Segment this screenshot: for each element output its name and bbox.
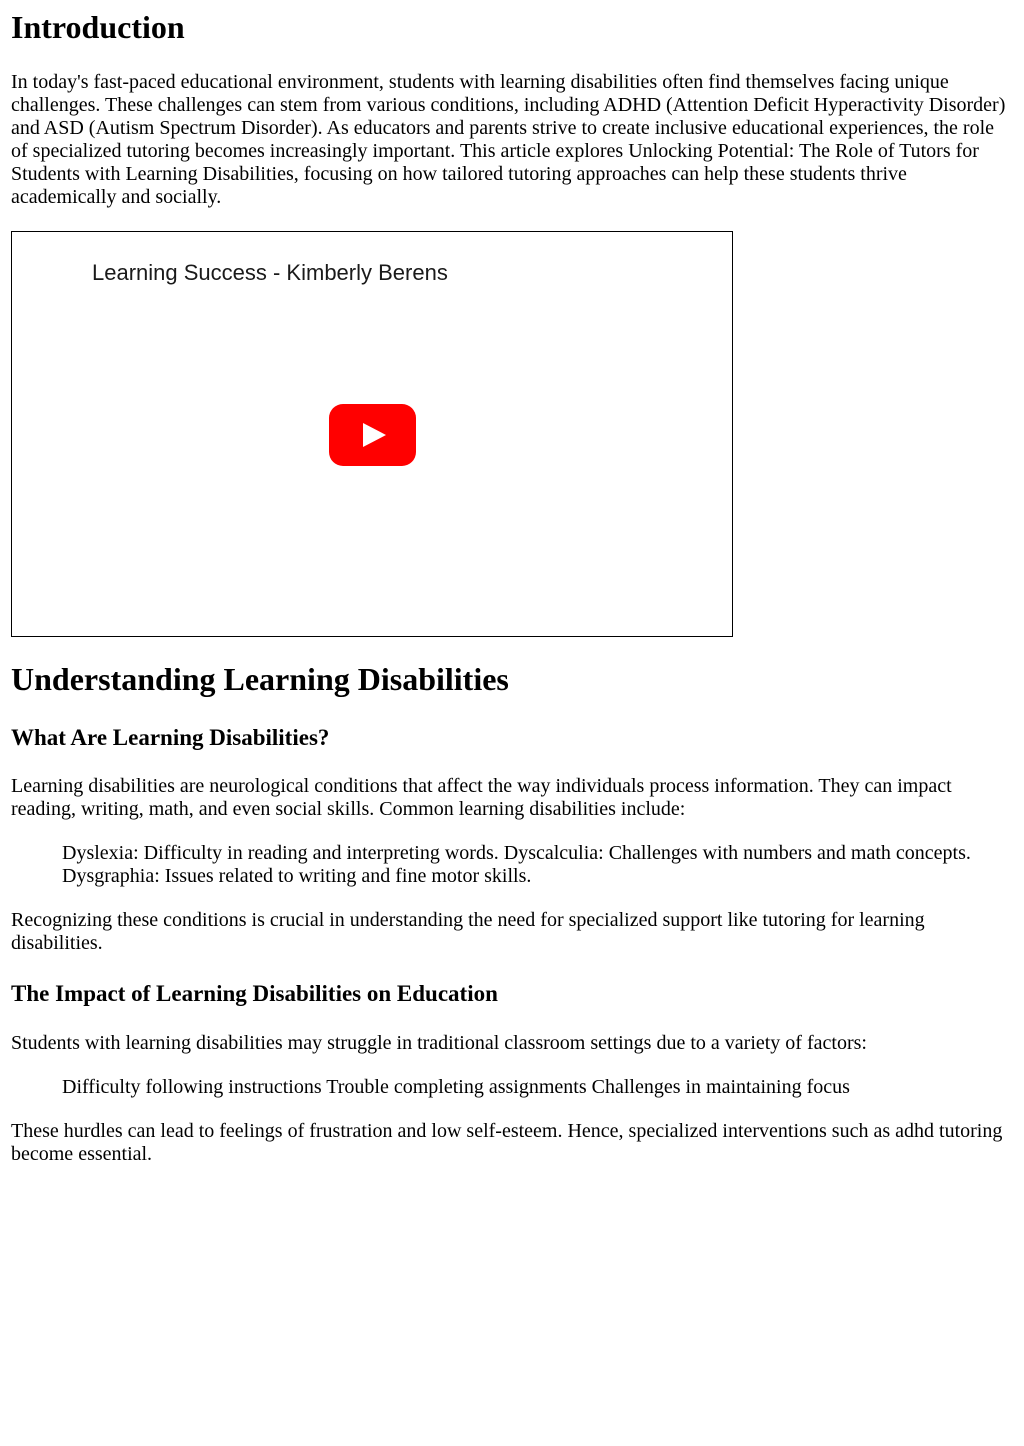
- recognizing-paragraph: Recognizing these conditions is crucial in understanding the need for specialized support like tutoring for learning disabilities.: [11, 909, 925, 954]
- video-title[interactable]: Learning Success - Kimberly Berens: [92, 260, 448, 285]
- impact-paragraph: Students with learning disabilities may struggle in traditional classroom settings due to a variety of factors:: [11, 1032, 867, 1054]
- factors-list: Difficulty following instructions Trouble completing assignments Challenges in maintaining focus: [62, 1076, 850, 1098]
- intro-paragraph: In today's fast-paced educational environment, students with learning disabilities often find themselves facing unique challenges. These challenges can stem from various conditions, including ADHD (Attention Deficit Hyperactivity Disorder) and ASD (Autism Spectrum Disorder). As educators and parents strive to create inclusive educational experiences, the role of specialized tutoring becomes increasingly important. This article explores Unlocking Potential: The Role of Tutors for Students with Learning Disabilities, focusing on how tailored tutoring approaches can help these students thrive academically and socially.: [11, 71, 1006, 208]
- disabilities-list: Dyslexia: Difficulty in reading and interpreting words. Dyscalculia: Challenges with numbers and math concepts. Dysgraphia: Issues related to writing and fine motor skills.: [62, 842, 971, 887]
- what-are-heading: What Are Learning Disabilities?: [11, 725, 330, 750]
- youtube-play-icon[interactable]: [329, 404, 416, 466]
- understanding-heading: Understanding Learning Disabilities: [11, 661, 509, 697]
- intro-heading: Introduction: [11, 9, 185, 45]
- impact-heading: The Impact of Learning Disabilities on Education: [11, 981, 498, 1006]
- hurdles-paragraph: These hurdles can lead to feelings of frustration and low self-esteem. Hence, specialized interventions such as adhd tutoring become essential.: [11, 1120, 1003, 1165]
- video-embed[interactable]: [11, 231, 733, 637]
- what-are-paragraph: Learning disabilities are neurological conditions that affect the way individuals process information. They can impact reading, writing, math, and even social skills. Common learning disabilities include:: [11, 775, 952, 820]
